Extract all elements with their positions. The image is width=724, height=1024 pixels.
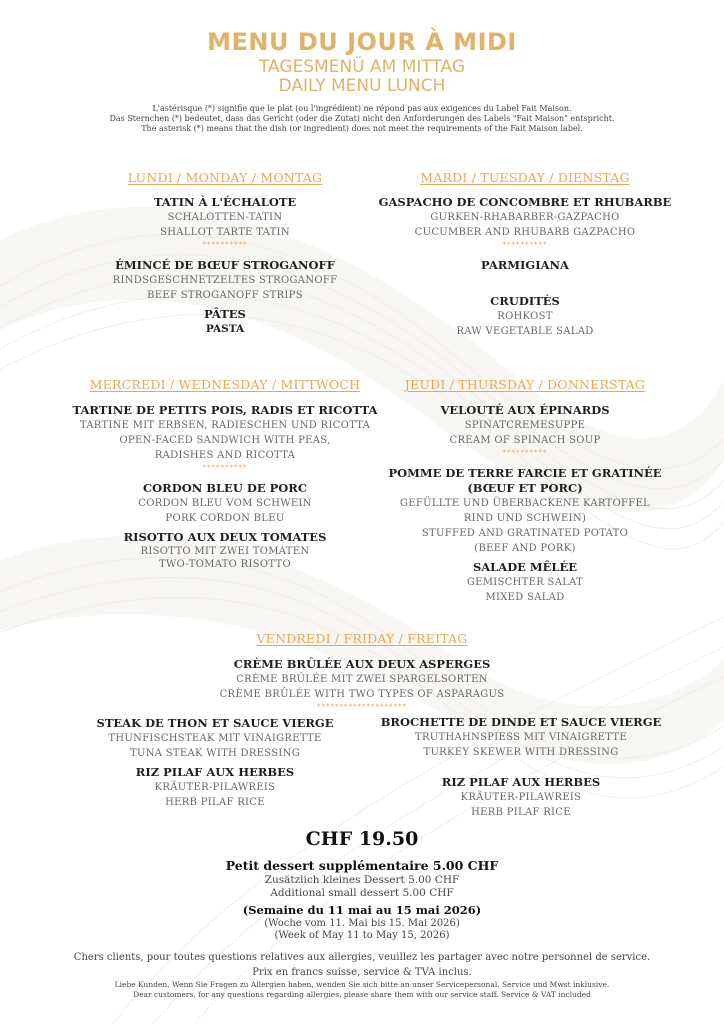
separator: ********************	[317, 703, 407, 711]
dish-name-de: GEFÜLLTE UND ÜBERBACKENE KARTOFFEL	[400, 498, 650, 509]
dish-name-en: OPEN-FACED SANDWICH WITH PEAS,	[119, 435, 331, 446]
menu-thursday	[340, 403, 710, 605]
menu-price: CHF 19.50	[305, 828, 419, 850]
dish-name-de: CRÈME BRÛLÉE MIT ZWEI SPARGELSORTEN	[236, 674, 488, 685]
dish-name: CORDON BLEU DE PORC	[143, 481, 307, 495]
week-de: (Woche vom 11. Mai bis 15. Mai 2026)	[264, 918, 460, 929]
dish-name: PARMIGIANA	[481, 258, 569, 272]
dish-name-de: KRÄUTER-PILAWREIS	[460, 792, 582, 803]
dish-name: POMME DE TERRE FARCIE ET GRATINÉE	[388, 466, 662, 480]
dish-name: ÉMINCÉ DE BŒUF STROGANOFF	[115, 258, 335, 272]
dish-name: BROCHETTE DE DINDE ET SAUCE VIERGE	[380, 715, 662, 729]
menu-friday-right	[336, 715, 706, 820]
week-fr: (Semaine du 11 mai au 15 mai 2026)	[242, 903, 482, 917]
dish-name-en: TURKEY SKEWER WITH DRESSING	[423, 747, 619, 758]
dish-name-de: GEMISCHTER SALAT	[466, 577, 584, 588]
dish-name-de: RINDSGESCHNETZELTES STROGANOFF	[112, 275, 338, 286]
dish-name-en: PORK CORDON BLEU	[165, 513, 285, 524]
dish-name: SALADE MÊLÉE	[472, 560, 578, 574]
note-en: The asterisk (*) means that the dish (or ingredient) does not meet the requirements of the Fait Maison label.	[141, 124, 583, 133]
dish-name-de: TRUTHAHNSPIESS MIT VINAIGRETTE	[414, 732, 628, 743]
dish-name-en: SHALLOT TARTE TATIN	[160, 227, 290, 238]
day-heading-tuesday: MARDI / TUESDAY / DIENSTAG	[420, 170, 630, 185]
day-heading-friday: VENDREDI / FRIDAY / FREITAG	[256, 631, 468, 646]
dish-name-de: RIND UND SCHWEIN)	[463, 513, 587, 524]
allergy-note-en: Dear customers, for any questions regarding allergies, please share them with our service staff. Service & VAT included	[133, 990, 591, 999]
dish-name: STEAK DE THON ET SAUCE VIERGE	[96, 716, 334, 730]
note-de: Das Sternchen (*) bedeutet, dass das Gericht (oder die Zutat) nicht den Anforderungen des Labels "Fait Maison" entspricht.	[109, 114, 615, 123]
day-heading-thursday: JEUDI / THURSDAY / DONNERSTAG	[404, 377, 646, 392]
menu-tuesday	[340, 195, 710, 339]
dish-name: (BŒUF ET PORC)	[467, 481, 583, 495]
footer-notes	[0, 950, 724, 1000]
dish-name-de: CORDON BLEU VOM SCHWEIN	[138, 498, 312, 509]
dish-name-en: RADISHES AND RICOTTA	[154, 450, 296, 461]
dish-name: RIZ PILAF AUX HERBES	[135, 765, 295, 779]
dish-name: PÂTES	[204, 307, 246, 321]
dish-name: GASPACHO DE CONCOMBRE ET RHUBARBE	[378, 195, 672, 209]
menu-title-fr: MENU DU JOUR À MIDI	[207, 28, 517, 56]
dish-name-en: BEEF STROGANOFF STRIPS	[147, 290, 303, 301]
dish-name-en: STUFFED AND GRATINATED POTATO	[421, 528, 629, 539]
day-heading-wednesday: MERCREDI / WEDNESDAY / MITTWOCH	[89, 377, 361, 392]
dish-name-de: RISOTTO MIT ZWEI TOMATEN	[140, 546, 310, 557]
dish-name-en: HERB PILAF RICE	[165, 797, 265, 808]
dessert-en: Additional small dessert 5.00 CHF	[270, 887, 454, 899]
price-note-fr: Prix en francs suisse, service & TVA inclus.	[252, 967, 472, 978]
separator: **********	[502, 449, 548, 457]
allergy-note-de: Liebe Kunden, Wenn Sie Fragen zu Allergien haben, wenden Sie sich bitte an unser Servicepersonal. Service und Mwst inklusive.	[114, 980, 610, 989]
dish-name-en: TUNA STEAK WITH DRESSING	[130, 748, 300, 759]
separator: **********	[202, 464, 248, 472]
dish-name-en: CREAM OF SPINACH SOUP	[449, 435, 601, 446]
dish-name-de: PASTA	[205, 323, 245, 335]
dish-name-de: TARTINE MIT ERBSEN, RADIESCHEN UND RICOTTA	[79, 420, 371, 431]
dish-name: RIZ PILAF AUX HERBES	[441, 775, 601, 789]
note-fr: L'astérisque (*) signifie que le plat (ou l'ingrédient) ne répond pas aux exigences du Label Fait Maison.	[152, 104, 572, 113]
dish-name-en: MIXED SALAD	[485, 592, 565, 603]
dessert-fr: Petit dessert supplémentaire 5.00 CHF	[225, 858, 499, 873]
dish-name-de: KRÄUTER-PILAWREIS	[154, 782, 276, 793]
dish-name-en: CRÈME BRÛLÉE WITH TWO TYPES OF ASPARAGUS	[219, 689, 505, 700]
dish-name: TATIN À L'ÉCHALOTE	[153, 195, 297, 209]
menu-title-en: DAILY MENU LUNCH	[278, 76, 446, 96]
dish-name: VELOUTÉ AUX ÉPINARDS	[440, 403, 610, 417]
dish-name-de: SPINATCREMESUPPE	[464, 420, 586, 431]
dish-name-de: THUNFISCHSTEAK MIT VINAIGRETTE	[108, 733, 322, 744]
dish-name-de: SCHALOTTEN-TATIN	[167, 212, 283, 223]
dessert-info	[0, 858, 724, 942]
dish-name-de: ROHKOST	[497, 311, 553, 322]
separator: **********	[202, 241, 248, 249]
day-heading-monday: LUNDI / MONDAY / MONTAG	[127, 170, 323, 185]
dish-name-en: CUCUMBER AND RHUBARB GAZPACHO	[414, 227, 636, 238]
dish-name-en: RAW VEGETABLE SALAD	[456, 326, 594, 337]
dish-name-en: TWO-TOMATO RISOTTO	[158, 559, 292, 570]
dish-name-de: GURKEN-RHABARBER-GAZPACHO	[430, 212, 620, 223]
dish-name-en: (BEEF AND PORK)	[474, 543, 576, 554]
allergy-note-fr: Chers clients, pour toutes questions relatives aux allergies, veuillez les partager avec notre personnel de service.	[73, 952, 651, 963]
separator: **********	[502, 241, 548, 249]
fait-maison-notes	[0, 104, 724, 134]
dish-name: TARTINE DE PETITS POIS, RADIS ET RICOTTA	[72, 403, 378, 417]
dish-name: CRUDITÉS	[490, 294, 560, 308]
dish-name: CRÈME BRÛLÉE AUX DEUX ASPERGES	[233, 657, 491, 671]
menu-title-de: TAGESMENÜ AM MITTAG	[258, 57, 466, 77]
week-en: (Week of May 11 to May 15, 2026)	[274, 930, 450, 941]
dessert-de: Zusätzlich kleines Dessert 5.00 CHF	[264, 874, 460, 886]
dish-name-en: HERB PILAF RICE	[471, 807, 571, 818]
dish-name: RISOTTO AUX DEUX TOMATES	[123, 530, 327, 544]
menu-friday-starter	[0, 657, 724, 716]
